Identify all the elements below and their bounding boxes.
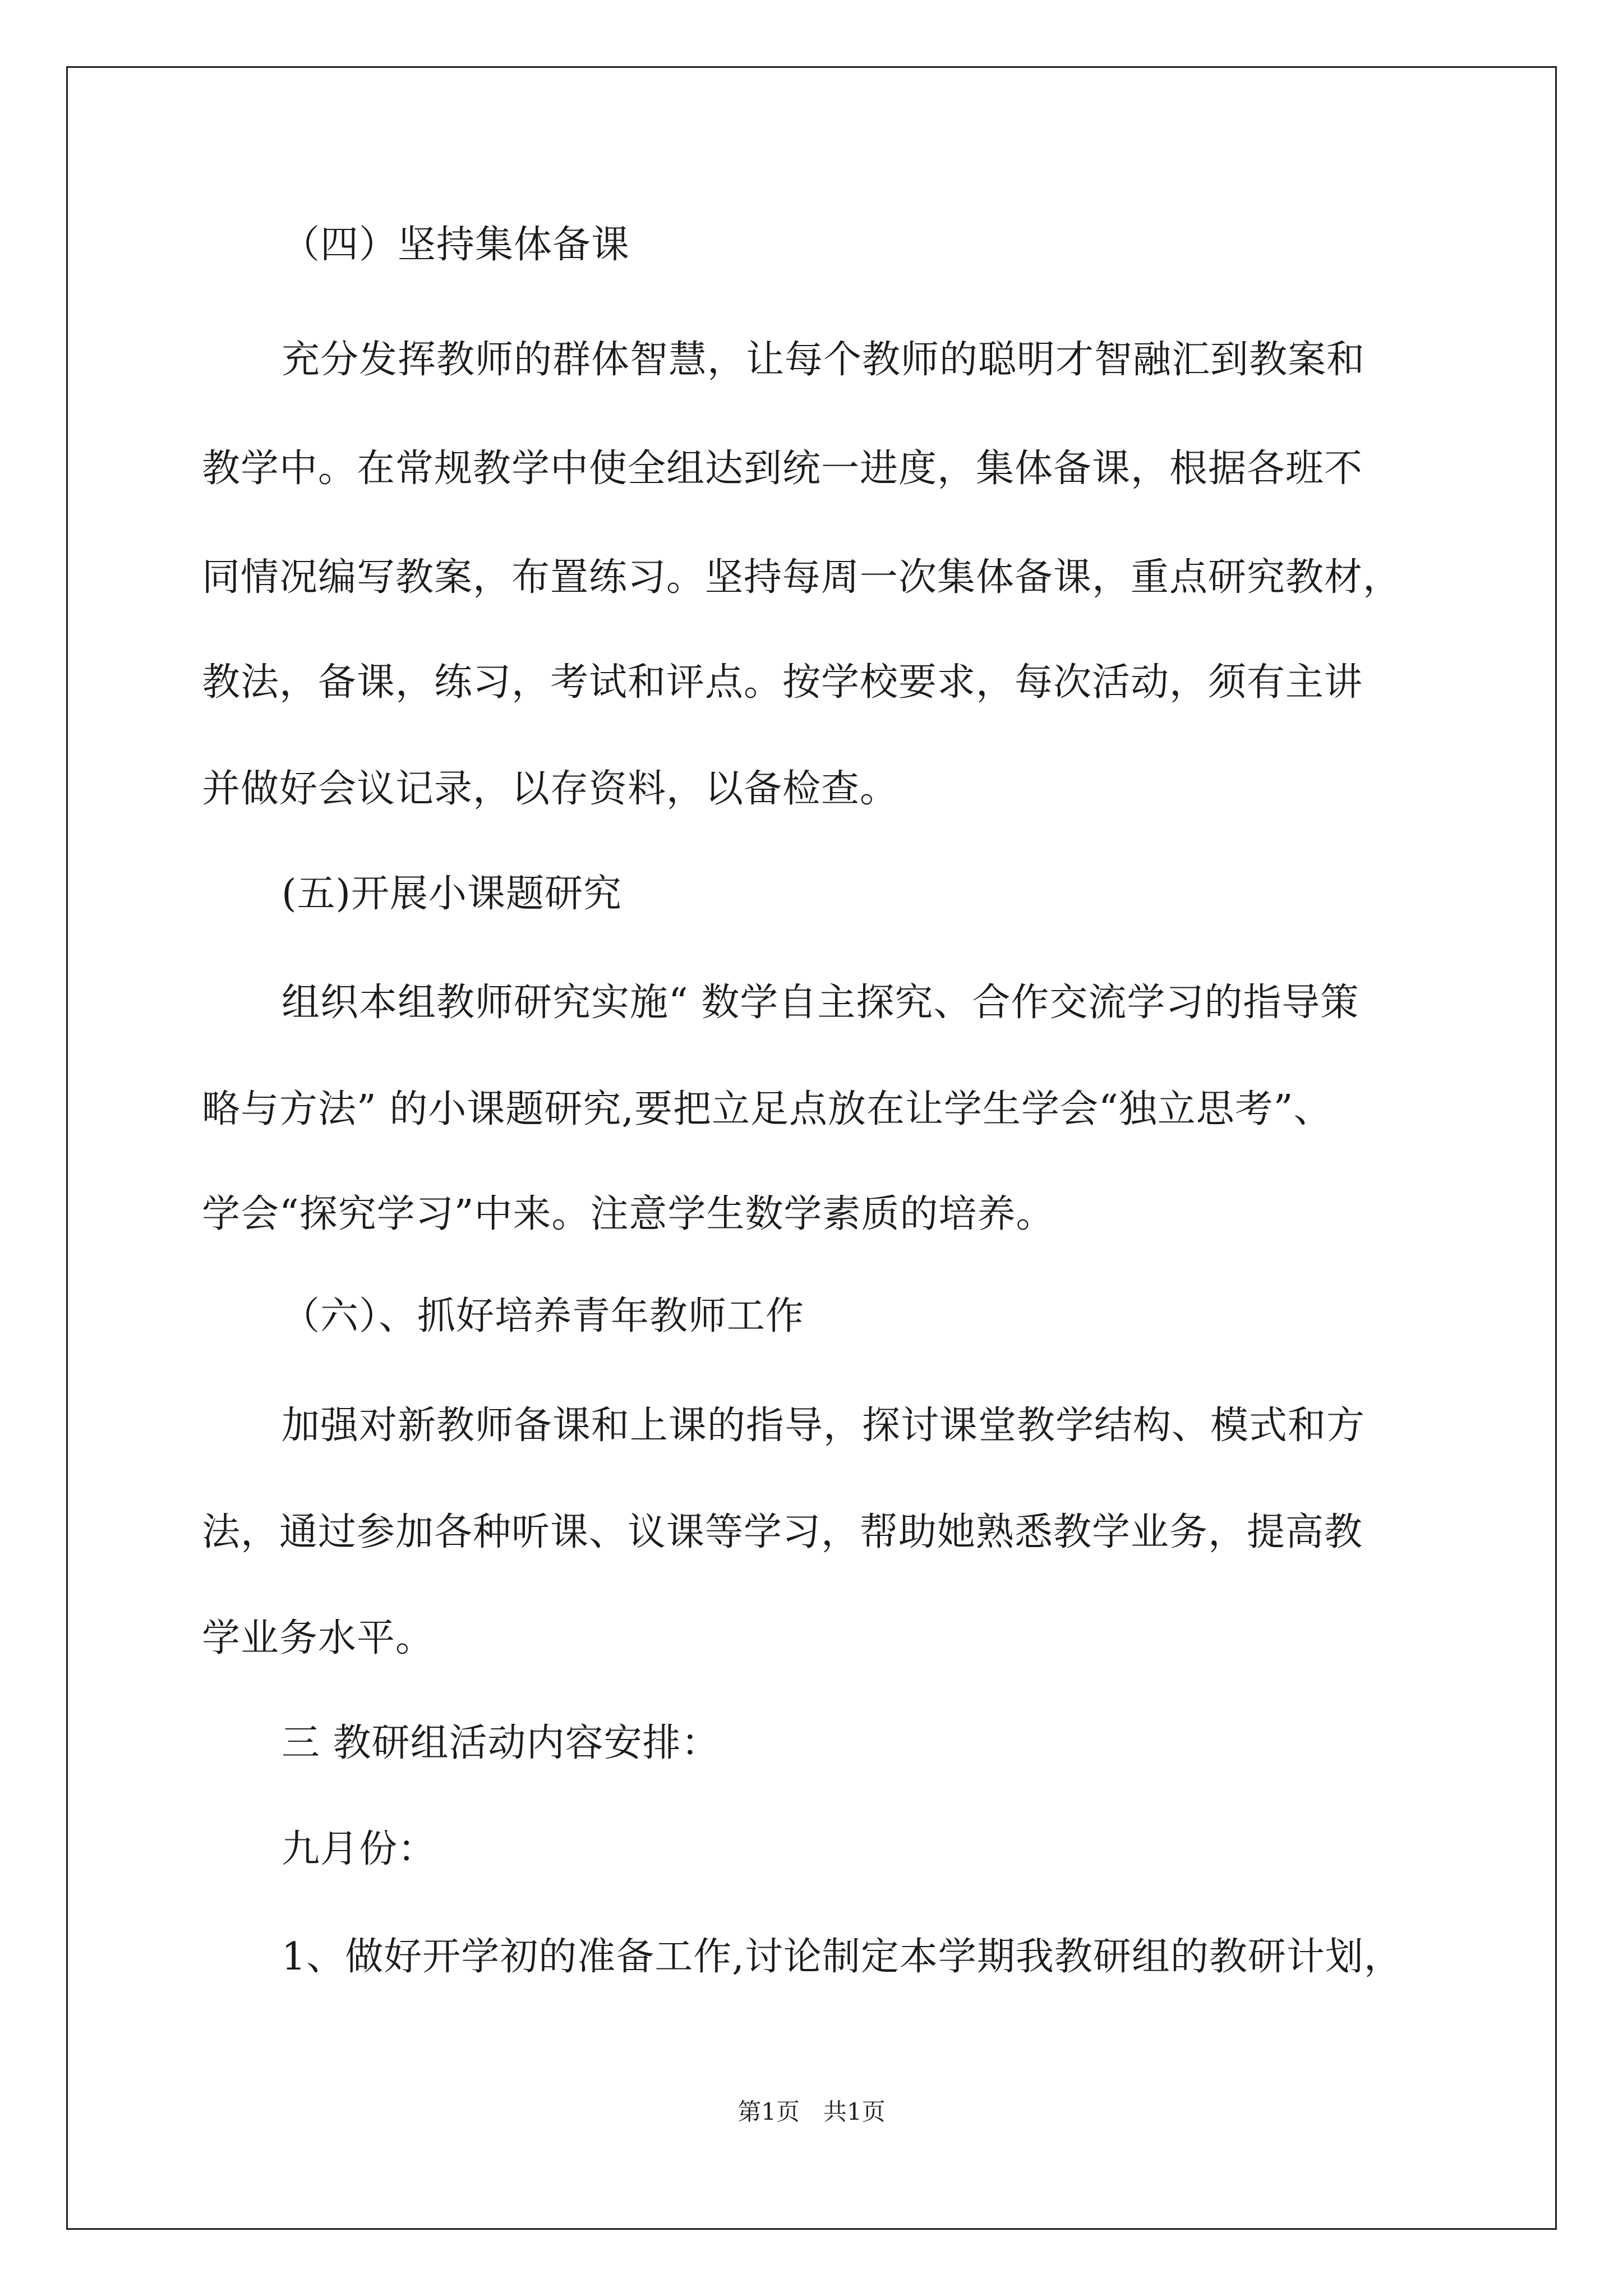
paragraph-line: 同情况编写教案，布置练习。坚持每周一次集体备课，重点研究教材， (202, 555, 1402, 600)
paragraph-line: 加强对新教师备课和上课的指导，探讨课堂教学结构、模式和方 (282, 1404, 1366, 1448)
month-heading: 九月份： (282, 1827, 437, 1871)
paragraph-line: 教学中。在常规教学中使全组达到统一进度，集体备课，根据各班不 (202, 447, 1363, 491)
section-heading-5: (五)开展小课题研究 (282, 872, 623, 916)
paragraph-line: 并做好会议记录，以存资料，以备检查。 (202, 767, 899, 811)
paragraph-line: 组织本组教师研究实施“ 数学自主探究、合作交流学习的指导策 (282, 981, 1359, 1025)
page-border (66, 66, 1557, 2230)
section-heading-3: 三 教研组活动内容安排： (282, 1721, 720, 1765)
paragraph-line: 法，通过参加各种听课、议课等学习，帮助她熟悉教学业务，提高教 (202, 1510, 1363, 1554)
section-heading-4: （四）坚持集体备课 (282, 223, 630, 267)
paragraph-line: 充分发挥教师的群体智慧，让每个教师的聪明才智融汇到教案和 (282, 338, 1366, 382)
paragraph-line: 略与方法” 的小课题研究,要把立足点放在让学生学会“独立思考”、 (202, 1087, 1332, 1131)
list-item: 1、做好开学初的准备工作,讨论制定本学期我教研组的教研计划， (282, 1935, 1403, 1979)
paragraph-line: 学会“探究学习”中来。注意学生数学素质的培养。 (202, 1192, 1055, 1236)
paragraph-line: 教法，备课，练习，考试和评点。按学校要求，每次活动，须有主讲 (202, 660, 1363, 705)
paragraph-line: 学业务水平。 (202, 1616, 435, 1660)
page-footer: 第1页 共1页 (737, 2098, 886, 2125)
section-heading-6: （六）、抓好培养青年教师工作 (282, 1294, 805, 1338)
